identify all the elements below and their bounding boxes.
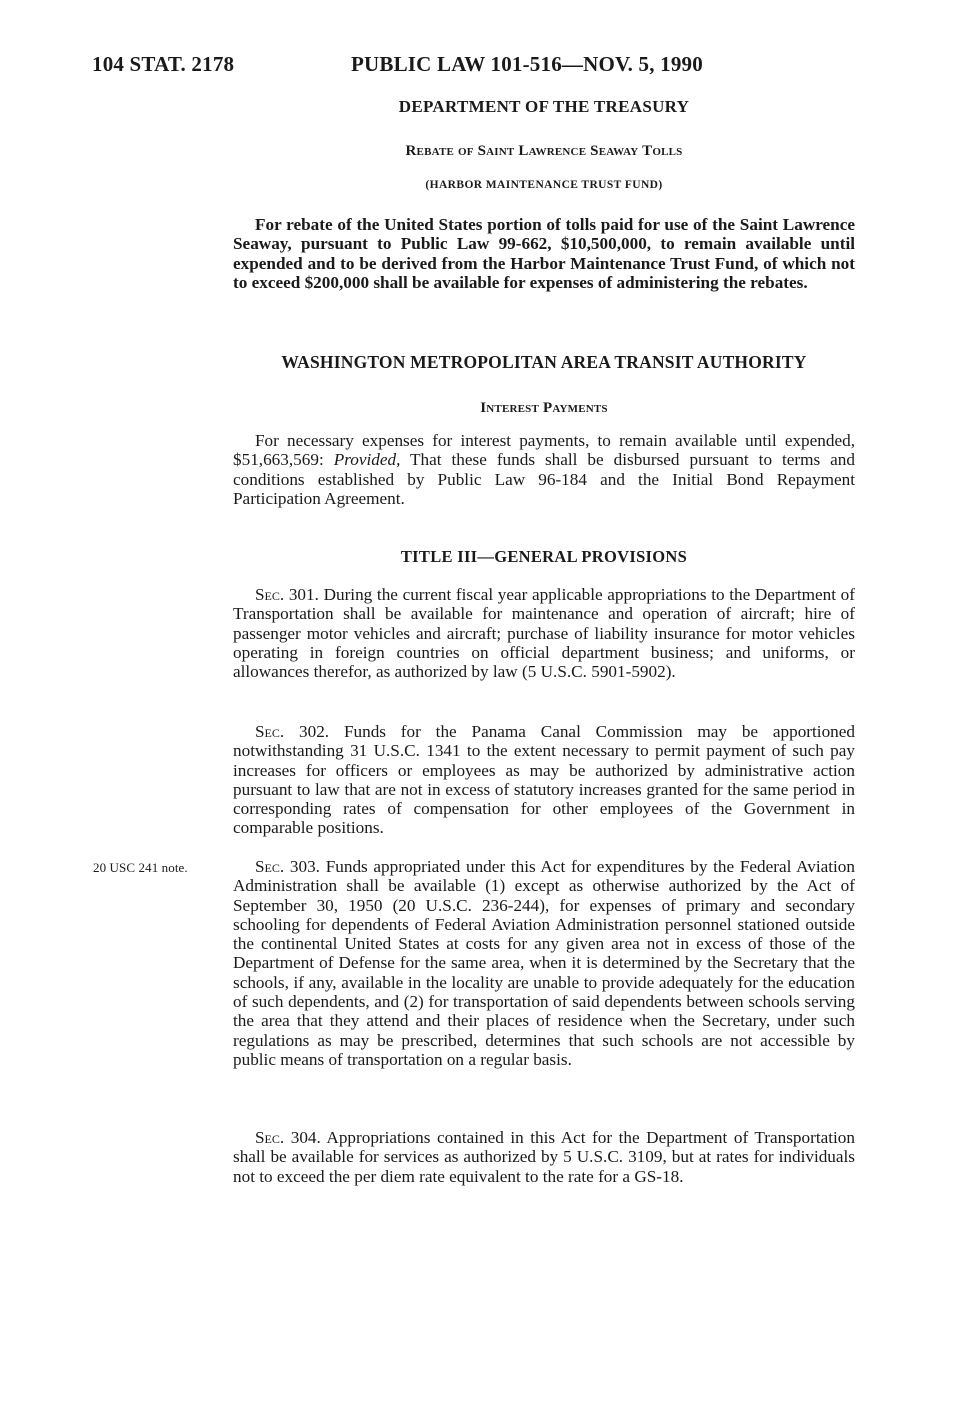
section-label: Sec. 302. xyxy=(255,722,330,741)
provided-clause: Provided, xyxy=(333,450,401,470)
seaway-tolls-subheading: Rebate of Saint Lawrence Seaway Tolls xyxy=(405,143,683,159)
section-text: Funds for the Panama Canal Commission may be apportioned notwithstanding 31 U.S.C. 1341 to the extent necessary to permit payment of such pay increases for officers or employees as may be authorized by administrative action pursuant to law that are not in excess of statutory increases granted for the same period in corresponding rates of compensation for other employees of the Government in comparable positions. xyxy=(233,722,855,838)
section-label: Sec. 301. xyxy=(255,585,319,604)
treasury-heading: DEPARTMENT OF THE TREASURY xyxy=(398,97,690,116)
wmata-heading: WASHINGTON METROPOLITAN AREA TRANSIT AUTHORITY xyxy=(281,352,807,372)
title-iii-heading: TITLE III—GENERAL PROVISIONS xyxy=(400,547,688,566)
stat-page-reference: 104 STAT. 2178 xyxy=(92,52,235,76)
section-label: Sec. 304. xyxy=(255,1128,321,1147)
section-text: During the current fiscal year applicable appropriations to the Department of Transportation shall be available for maintenance and operation of aircraft; hire of passenger motor vehicles and aircraft; purchase of liability insurance for motor vehicles operating in foreign countries on official department business; and uniforms, or allowances therefor, as authorized by law (5 U.S.C. 5901-5902). xyxy=(233,585,855,682)
section-303 xyxy=(233,857,855,1069)
interest-payments-subheading: Interest Payments xyxy=(480,400,608,416)
seaway-tolls-paragraph: For rebate of the United States portion of tolls paid for use of the Saint Lawrence Seaway, pursuant to Public Law 99-662, $10,500,000, to remain available until expended and to be derived from the Harbor Maintenance Trust Fund, of which not to exceed $200,000 shall be available for expenses of administering the rebates. xyxy=(233,215,855,292)
trust-fund-heading: (HARBOR MAINTENANCE TRUST FUND) xyxy=(425,179,663,191)
interest-payments-paragraph xyxy=(233,431,855,508)
margin-note-usc: 20 USC 241 note. xyxy=(93,860,188,875)
section-text: Appropriations contained in this Act for the Department of Transportation shall be available for services as authorized by 5 U.S.C. 3109, but at rates for individuals not to exceed the per diem rate equivalent to the rate for a GS-18. xyxy=(233,1128,855,1186)
interest-paragraph-start: For necessary expenses for interest payments, to remain available until expended, $51,663,569: xyxy=(233,431,855,470)
section-302 xyxy=(233,722,855,838)
section-label: Sec. 303. xyxy=(255,857,320,876)
running-header-law-title: PUBLIC LAW 101-516—NOV. 5, 1990 xyxy=(351,52,703,76)
section-301 xyxy=(233,585,855,681)
section-text: Funds appropriated under this Act for expenditures by the Federal Aviation Administration shall be available (1) except as otherwise authorized by the Act of September 30, 1950 (20 U.S.C. 236-244), for expenses of primary and secondary schooling for dependents of Federal Aviation Administration personnel stationed outside the continental United States at costs for any given area not in excess of those of the Department of Defense for the same area, when it is determined by the Secretary that the schools, if any, available in the locality are unable to provide adequately for the education of such dependents, and (2) for transportation of said dependents between schools serving the area that they attend and their places of residence when the Secretary, under such regulations as may be prescribed, determines that such schools are not accessible by public means of transportation on a regular basis. xyxy=(233,857,855,1069)
interest-paragraph-end: That these funds shall be disbursed pursuant to terms and conditions established by Public Law 96-184 and the Initial Bond Repayment Participation Agreement. xyxy=(233,450,855,508)
section-304 xyxy=(233,1128,855,1186)
